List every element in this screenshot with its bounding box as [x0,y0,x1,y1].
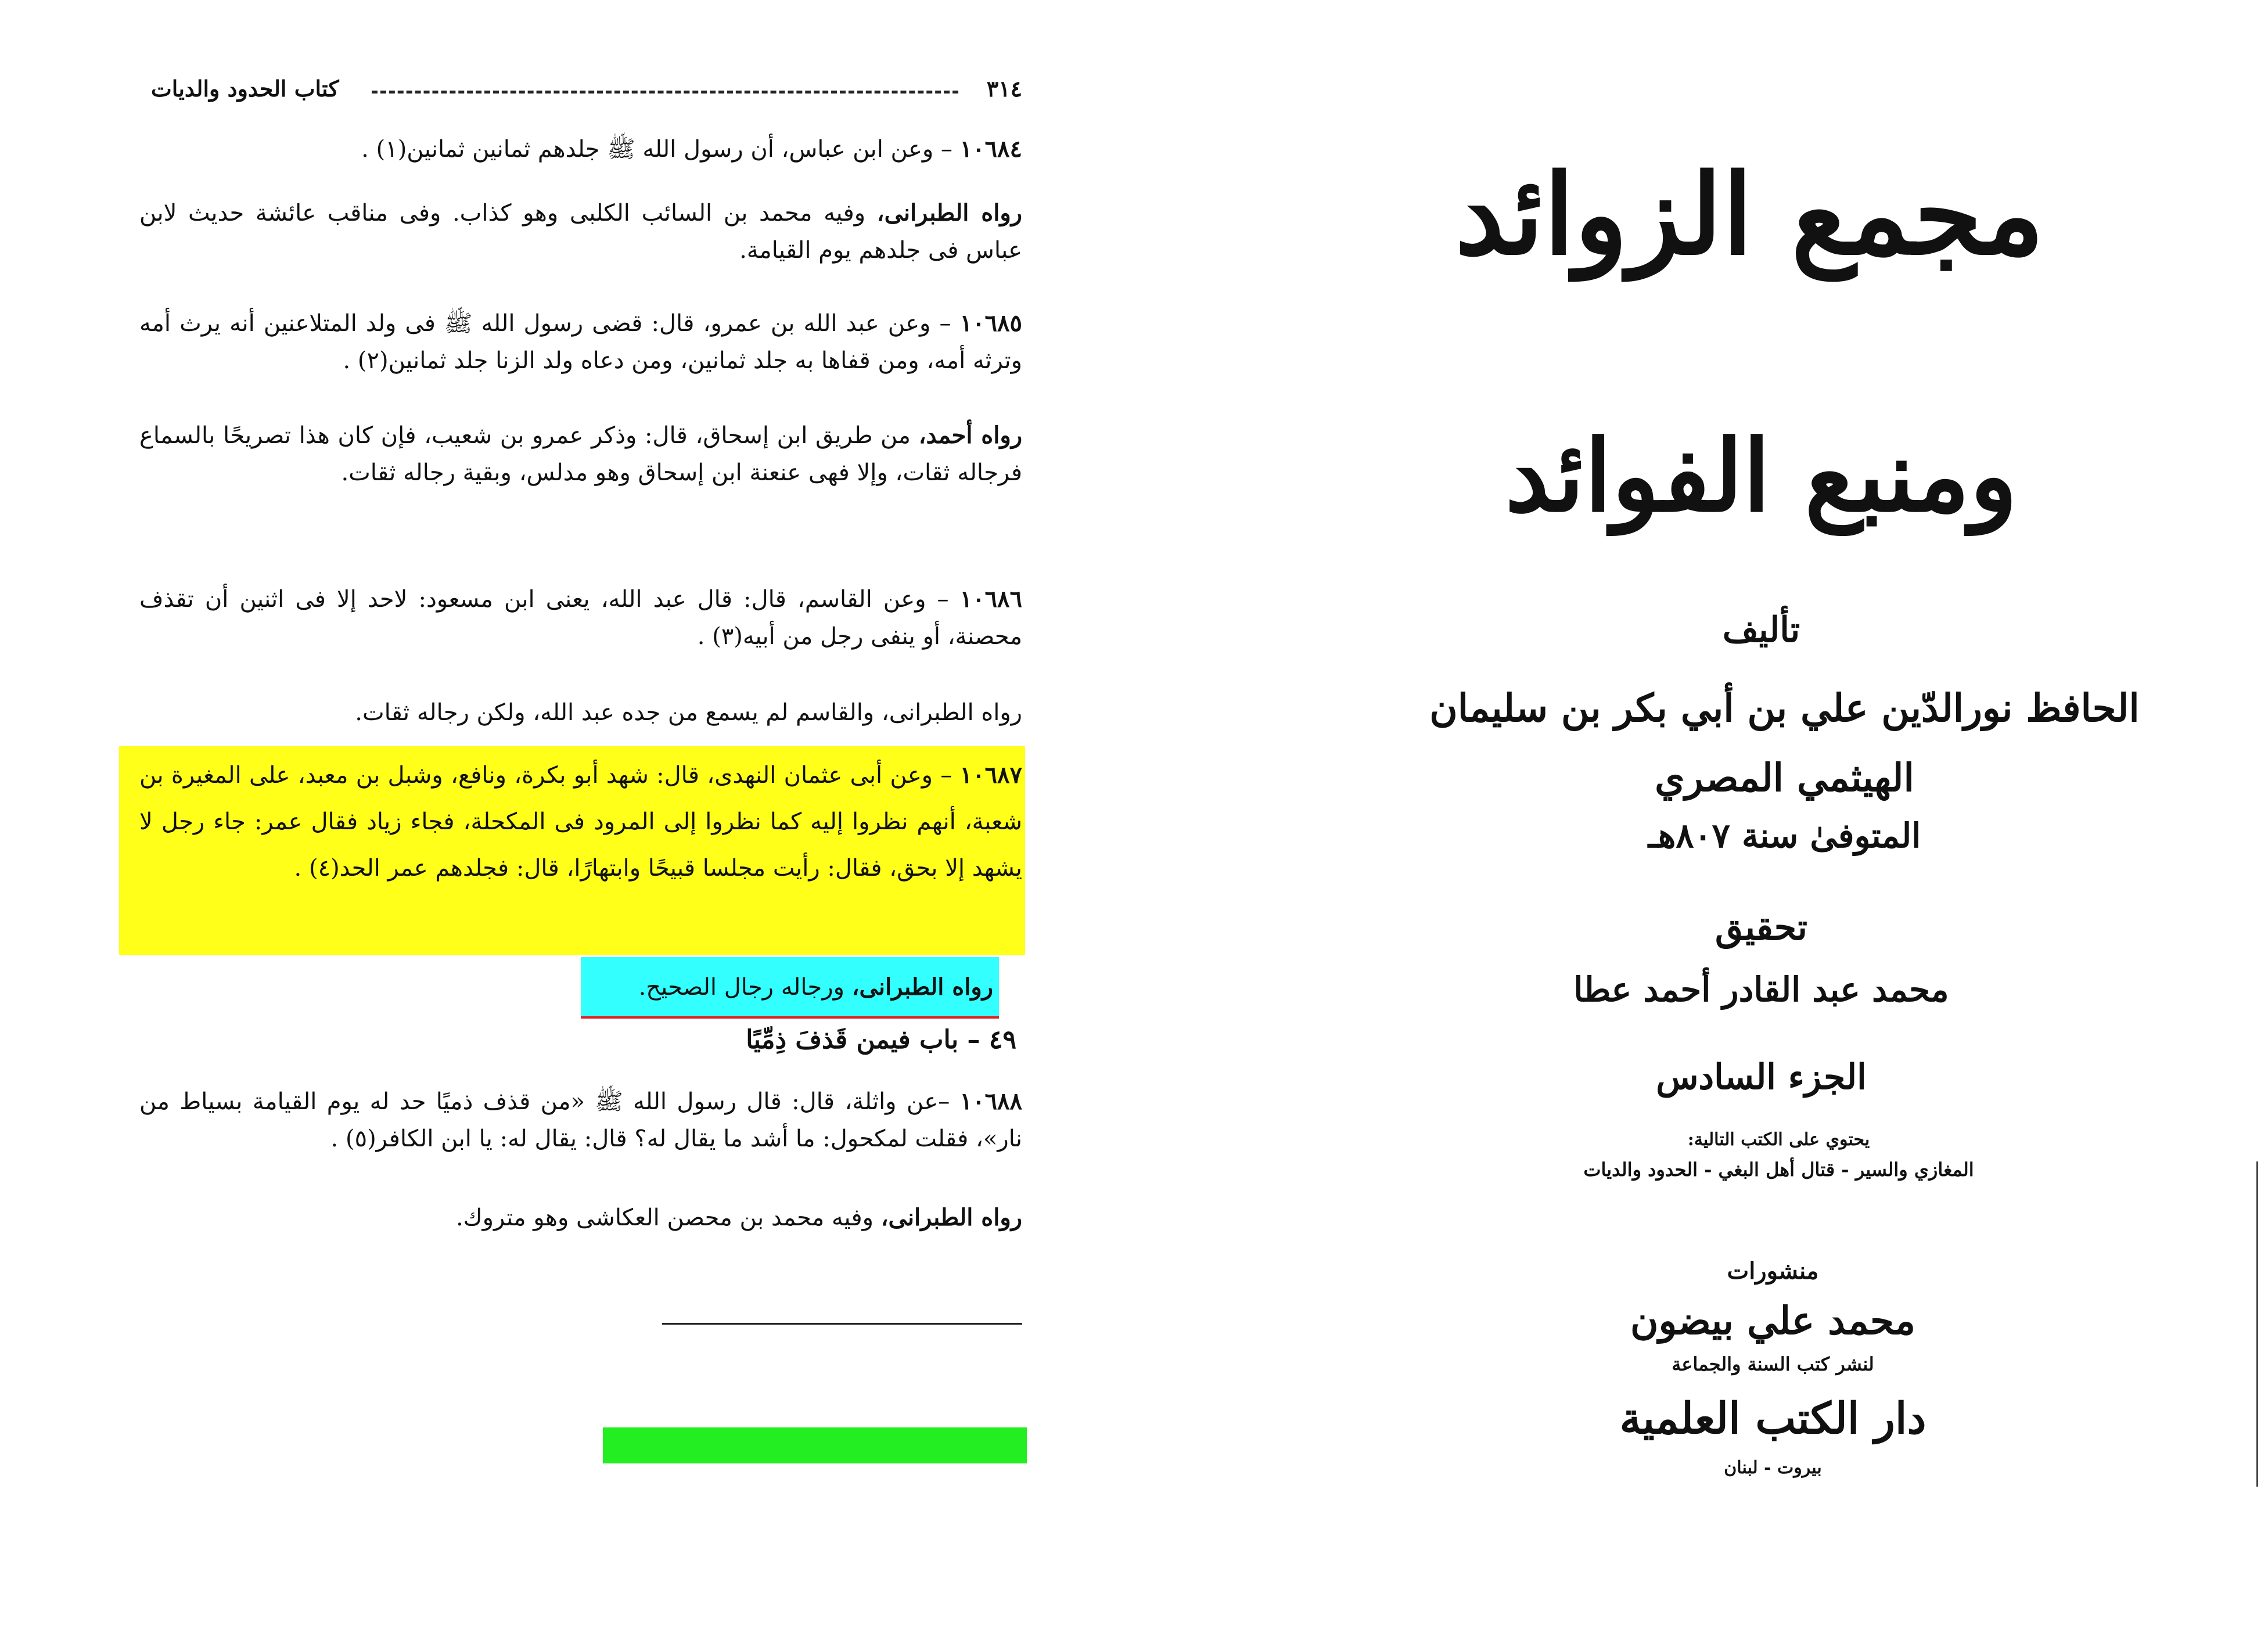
running-header [151,75,1022,110]
narration-text: وفيه محمد بن السائب الكلبى وهو كذاب. وفى مناقب عائشة حديث لابن عباس فى جلدهم يوم القيامة. [139,200,1022,264]
main-title-line1: مجمع الزوائد [1455,150,2044,279]
hadith-10686 [139,581,1022,655]
publisher-subtitle: لنشر كتب السنة والجماعة [1672,1353,1874,1375]
editor-name: محمد عبد القادر أحمد عطا [1573,970,1949,1009]
narration-text: وفيه محمد بن محصن العكاشى وهو متروك. [455,1204,881,1231]
hadith-10685 [139,305,1022,379]
hadith-text: – وعن أبى عثمان النهدى، قال: شهد أبو بكرة، ونافع، وشبل بن معبد، على المغيرة بن شعبة، أنهم نظروا إليه كما نظروا إلى المرود فى المكحلة، فجاء زياد فقال عمر: جاء رجل لا يشهد إلا بحق، فقال: رأيت مجلسا قبيحًا وابتهارًا، قال: فجلدهم عمر الحد(٤) . [139,762,1022,882]
hadith-10688 [139,1083,1022,1157]
hadith-number: ١٠٦٨٧ [959,761,1022,789]
highlight-footnote-3 [603,1427,1027,1463]
publisher-city: بيروت - لبنان [1724,1458,1822,1478]
publisher-house: دار الكتب العلمية [1619,1394,1926,1444]
volume-label: الجزء السادس [1656,1057,1867,1098]
footnote-separator [662,1323,1022,1325]
narration-10686 [139,694,1022,731]
author-line2: الهيثمي المصري [1655,755,1914,800]
narrator-label: رواه أحمد، [918,422,1023,449]
hadith-number: ١٠٦٨٥ [959,310,1022,337]
book-section-title: كتاب الحدود والديات [151,75,339,102]
author-line1: الحافظ نورالدّين علي بن أبي بكر بن سليمان [1429,685,2140,731]
publisher-name: محمد علي بيضون [1630,1298,1916,1343]
narration-text: ورجاله رجال الصحيح. [638,974,852,1001]
hadith-number: ١٠٦٨٤ [959,135,1022,163]
authored-label: تأليف [1722,610,1800,650]
hadith-10687 [139,752,1022,891]
hadith-number: ١٠٦٨٦ [959,585,1022,613]
narrator-label: رواه الطبرانى، [851,973,993,1001]
edited-label: تحقيق [1715,906,1808,948]
contents-list: المغازي والسير - قتال أهل البغي - الحدود والديات [1583,1159,1974,1181]
hadith-text: – وعن ابن عباس، أن رسول الله ﷺ جلدهم ثمانين ثمانين(١) . [361,136,960,163]
scan-edge-mark [2256,1161,2264,1487]
narrator-label: رواه الطبرانى، [876,199,1022,226]
author-death-date: المتوفىٰ سنة ٨٠٧هـ [1648,816,1921,855]
narration-10688 [139,1199,1022,1236]
header-dashes [372,91,958,93]
main-title-line2: ومنبع الفوائد [1505,418,2018,534]
hadith-text: – وعن القاسم، قال: قال عبد الله، يعنى ابن مسعود: لاحد إلا فى اثنين أن تقذف محصنة، أو ينفى رجل من أبيه(٣) . [139,586,1022,650]
chapter-title: ٤٩ – باب فيمن قَذفَ ذِمِّيًا [746,1025,1016,1055]
narration-10684 [139,195,1022,269]
hadith-text: –عن واثلة، قال: قال رسول الله ﷺ «من قذف ذميًا حد له يوم القيامة بسياط من نار»، فقلت لمكحول: ما أشد ما يقال له؟ قال: يقال له: يا ابن الكافر(٥) . [139,1088,1022,1152]
left-page [0,0,1104,1633]
page-number: ٣١٤ [986,75,1022,102]
publications-label: منشورات [1727,1257,1819,1285]
narration-text: رواه الطبرانى، والقاسم لم يسمع من جده عبد الله، ولكن رجاله ثقات. [355,699,1022,726]
title-page [1313,0,2268,1633]
hadith-number: ١٠٦٨٨ [959,1088,1022,1115]
hadith-10684 [139,131,1022,168]
narration-10685 [139,417,1022,491]
hadith-text: – وعن عبد الله بن عمرو، قال: قضى رسول الله ﷺ فى ولد المتلاعنين أنه يرث أمه وترثه أمه، ومن قفاها به جلد ثمانين، ومن دعاه ولد الزنا جلد ثمانين(٢) . [139,310,1022,374]
contains-label: يحتوي على الكتب التالية: [1687,1130,1870,1150]
narrator-label: رواه الطبرانى، [880,1204,1022,1231]
narration-10687 [587,969,993,1006]
narration-text: من طريق ابن إسحاق، قال: وذكر عمرو بن شعيب، فإن كان هذا تصريحًا بالسماع فرجاله ثقات، وإلا فهى عنعنة ابن إسحاق وهو مدلس، وبقية رجاله ثقات. [139,422,1022,486]
